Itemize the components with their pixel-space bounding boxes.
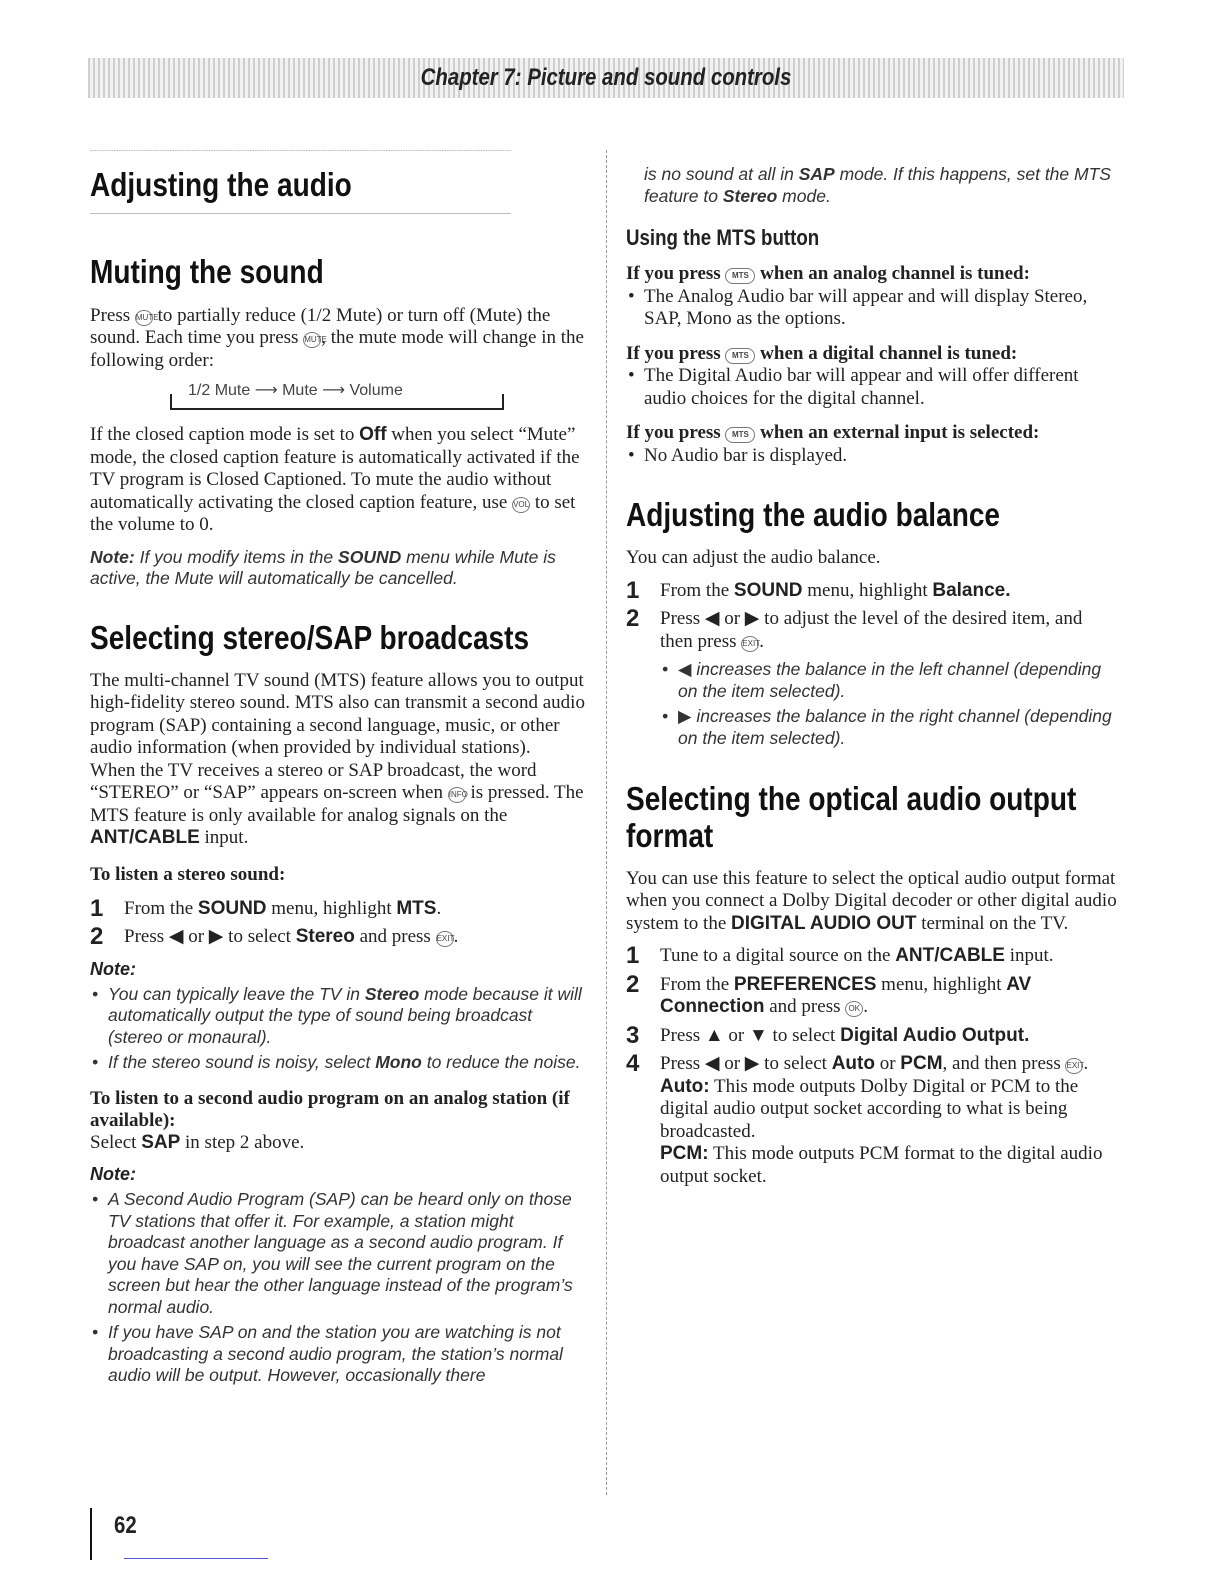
analog-condition: If you press MTS when an analog channel is tuned: bbox=[626, 263, 1030, 284]
closed-caption-paragraph: If the closed caption mode is set to Off when you select “Mute” mode, the closed caption feature is automatically activated if the TV program is Closed Captioned. To mute the audio without automatically activating the closed caption feature, use VOL to set the volume to 0. bbox=[90, 424, 580, 536]
mts-button-icon: MTS bbox=[725, 268, 755, 284]
optical-step-4: 4 Press ◀ or ▶ to select Auto or PCM, and then press EXIT. Auto: This mode outputs Dolby Digital or PCM to the digital audio output socket according to what is being broadcasted. PCM: This mode outputs PCM format to the digital audio output socket. bbox=[626, 1053, 1118, 1188]
sap-instruction: Select SAP in step 2 above. bbox=[90, 1131, 305, 1153]
exit-button-icon: EXIT bbox=[1065, 1058, 1083, 1074]
volume-button-icon: VOL bbox=[512, 497, 530, 513]
mute-note: Note: If you modify items in the SOUND menu while Mute is active, the Mute will automatically be cancelled. bbox=[90, 546, 556, 589]
footer-rule bbox=[124, 1558, 268, 1559]
optical-step-3: 3 Press ▲ or ▼ to select Digital Audio Output. bbox=[626, 1021, 1030, 1049]
sap-note-continued: is no sound at all in SAP mode. If this happens, set the MTS feature to Stereo mode. bbox=[644, 164, 1111, 206]
page-number-bar bbox=[90, 1508, 92, 1560]
note-item: • A Second Audio Program (SAP) can be heard only on those TV stations that offer it. For example, a station might broadcast another language as a second audio program. If you have SAP on, you will see the current program on the screen but hear the other language instead of the program’s normal audio. bbox=[108, 1189, 585, 1318]
note-item: • If the stereo sound is noisy, select Mono to reduce the noise. bbox=[108, 1052, 585, 1074]
pcm-description: PCM: This mode outputs PCM format to the digital audio output socket. bbox=[660, 1143, 1103, 1187]
mute-paragraph: Press MUTE to partially reduce (1/2 Mute) or turn off (Mute) the sound. Each time you press MUTE, the mute mode will change in the following order: bbox=[90, 304, 584, 371]
mute-button-icon: MUTE bbox=[135, 310, 153, 326]
external-condition: If you press MTS when an external input is selected: bbox=[626, 422, 1040, 443]
step-1: 1 From the SOUND menu, highlight MTS. bbox=[90, 894, 442, 922]
subheading-listen-stereo: To listen a stereo sound: bbox=[90, 863, 286, 885]
digital-desc: • The Digital Audio bar will appear and will offer different audio choices for the digital channel. bbox=[644, 365, 1118, 410]
external-desc-list bbox=[626, 445, 1118, 468]
note-label: Note: bbox=[90, 958, 136, 979]
balance-step-2: 2 Press ◀ or ▶ to adjust the level of the desired item, and then press EXIT. • ◀ increases the balance in the left channel (depending on the item selected). • ▶ increases the balance in the right channel (depending on the item selected). bbox=[626, 608, 1118, 755]
heading-muting-sound: Muting the sound bbox=[90, 253, 324, 291]
subheading-listen-sap: To listen to a second audio program on an analog station (if available): bbox=[90, 1087, 570, 1131]
note-label: Note: bbox=[90, 1164, 136, 1185]
info-button-icon: INFO bbox=[448, 787, 466, 803]
analog-desc: • The Analog Audio bar will appear and will display Stereo, SAP, Mono as the options. bbox=[644, 286, 1118, 331]
heading-optical-format: Selecting the optical audio output format bbox=[626, 780, 1077, 854]
mute-cycle-text: 1/2 Mute ⟶ Mute ⟶ Volume bbox=[184, 380, 407, 400]
balance-intro: You can adjust the audio balance. bbox=[626, 547, 881, 569]
chapter-banner bbox=[88, 58, 1124, 98]
page-number: 62 bbox=[114, 1512, 137, 1539]
stereo-notes bbox=[90, 984, 585, 1074]
analog-desc-list bbox=[626, 286, 1118, 331]
section-title-adjusting-audio: Adjusting the audio bbox=[90, 150, 511, 214]
optical-step-2: 2 From the PREFERENCES menu, highlight AV Connection and press OK . bbox=[626, 970, 1032, 1018]
note-item: • If you have SAP on and the station you are watching is not broadcasting a second audio program, the station’s normal audio will be output. However, occasionally there bbox=[108, 1322, 585, 1387]
mts-button-icon: MTS bbox=[725, 427, 755, 443]
digital-condition: If you press MTS when a digital channel is tuned: bbox=[626, 342, 1018, 364]
balance-right-note: • ▶ increases the balance in the right channel (depending on the item selected). bbox=[678, 706, 1118, 749]
heading-stereo-sap: Selecting stereo/SAP broadcasts bbox=[90, 618, 530, 656]
ok-button-icon: OK bbox=[845, 1001, 863, 1017]
exit-button-icon: EXIT bbox=[436, 931, 454, 947]
right-column bbox=[626, 164, 1118, 1194]
note-item: • You can typically leave the TV in Stereo mode because it will automatically output the type of sound being broadcast (stereo or monaural). bbox=[108, 984, 585, 1049]
mts-button-icon: MTS bbox=[725, 348, 755, 364]
sap-notes bbox=[90, 1189, 585, 1387]
optical-step-1: 1 Tune to a digital source on the ANT/CABLE input. bbox=[626, 942, 1054, 970]
balance-notes bbox=[660, 659, 1118, 749]
optical-intro: You can use this feature to select the optical audio output format when you connect a Dolby Digital decoder or other digital audio system to the DIGITAL AUDIO OUT terminal on the TV. bbox=[626, 867, 1117, 934]
exit-button-icon: EXIT bbox=[741, 636, 759, 652]
left-column bbox=[90, 150, 585, 1393]
heading-audio-balance: Adjusting the audio balance bbox=[626, 496, 1001, 533]
column-divider bbox=[606, 150, 607, 1495]
mts-paragraph-2: When the TV receives a stereo or SAP broadcast, the word “STEREO” or “SAP” appears on-screen when INFO is pressed. The MTS feature is only available for analog signals on the ANT/CABLE input. bbox=[90, 759, 584, 849]
balance-left-note: • ◀ increases the balance in the left channel (depending on the item selected). bbox=[678, 659, 1118, 702]
mute-cycle-diagram bbox=[170, 382, 585, 410]
mts-paragraph: The multi-channel TV sound (MTS) feature allows you to output high-fidelity stereo sound. MTS also can transmit a second audio program (SAP) containing a second language, music, or other audio information (when provided by individual stations). bbox=[90, 669, 585, 759]
chapter-title: Chapter 7: Picture and sound controls bbox=[420, 64, 792, 91]
balance-step-1: 1 From the SOUND menu, highlight Balance. bbox=[626, 576, 1011, 604]
digital-desc-list bbox=[626, 365, 1118, 410]
auto-description: Auto: This mode outputs Dolby Digital or PCM to the digital audio output socket according to what is being broadcasted. bbox=[660, 1075, 1079, 1142]
step-2: 2 Press ◀ or ▶ to select Stereo and press EXIT. bbox=[90, 923, 459, 951]
heading-mts-button: Using the MTS button bbox=[626, 225, 820, 250]
external-desc: • No Audio bar is displayed. bbox=[644, 445, 1118, 468]
mute-button-icon: MUTE bbox=[303, 332, 321, 348]
